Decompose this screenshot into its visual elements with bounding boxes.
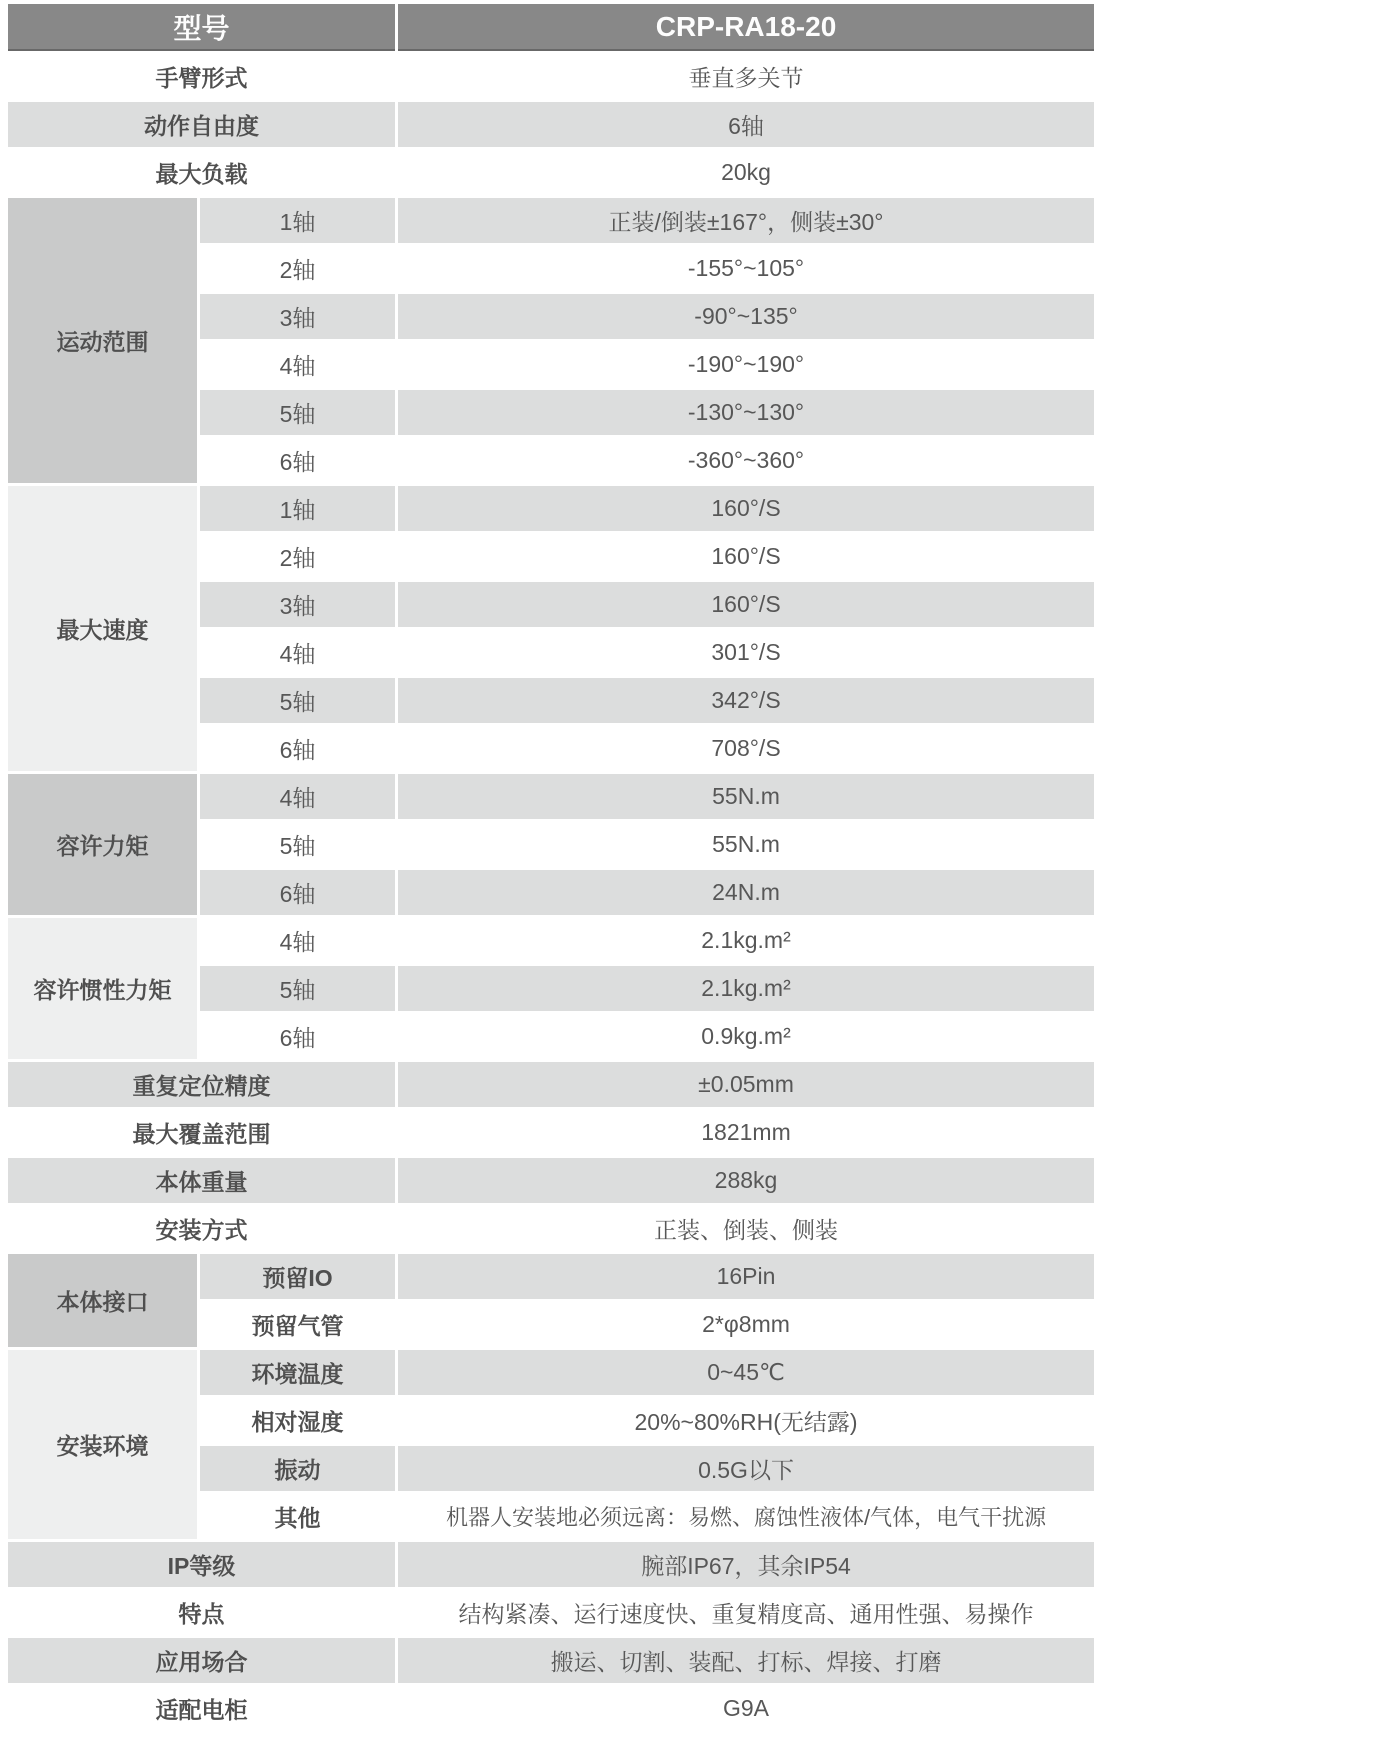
max-speed-axis-4-label: 4轴	[200, 630, 395, 675]
max-speed-axis-3-value: 160°/S	[398, 582, 1094, 627]
env-temperature-value: 0~45℃	[398, 1350, 1094, 1395]
torque-axis-5-value: 55N.m	[398, 822, 1094, 867]
inertia-group-label: 容许惯性力矩	[8, 918, 197, 1059]
inertia-axis-4-value: 2.1kg.m²	[398, 918, 1094, 963]
env-humidity-value: 20%~80%RH(无结露)	[398, 1398, 1094, 1443]
coverage-value: 1821mm	[398, 1110, 1094, 1155]
max-speed-axis-3-label: 3轴	[200, 582, 395, 627]
applications-value: 搬运、切割、装配、打标、焊接、打磨	[398, 1638, 1094, 1683]
ip-rating-label: IP等级	[8, 1542, 395, 1587]
spec-table	[5, 1, 1097, 1734]
payload-label: 最大负载	[8, 150, 395, 195]
payload-value: 20kg	[398, 150, 1094, 195]
env-humidity-label: 相对湿度	[200, 1398, 395, 1443]
reserved-air-label: 预留气管	[200, 1302, 395, 1347]
torque-group-label: 容许力矩	[8, 774, 197, 915]
max-speed-axis-6-label: 6轴	[200, 726, 395, 771]
inertia-axis-5-value: 2.1kg.m²	[398, 966, 1094, 1011]
max-speed-axis-2-value: 160°/S	[398, 534, 1094, 579]
max-speed-axis-1-value: 160°/S	[398, 486, 1094, 531]
features-value: 结构紧凑、运行速度快、重复精度高、通用性强、易操作	[398, 1590, 1094, 1635]
inertia-axis-6-value: 0.9kg.m²	[398, 1014, 1094, 1059]
torque-axis-4-label: 4轴	[200, 774, 395, 819]
motion-range-axis-5-label: 5轴	[200, 390, 395, 435]
table-row	[8, 54, 1094, 99]
table-row	[8, 4, 1094, 51]
table-row	[8, 1062, 1094, 1107]
table-row	[8, 1158, 1094, 1203]
env-vibration-label: 振动	[200, 1446, 395, 1491]
table-row	[8, 1686, 1094, 1731]
torque-axis-6-label: 6轴	[200, 870, 395, 915]
table-row	[8, 150, 1094, 195]
max-speed-axis-6-value: 708°/S	[398, 726, 1094, 771]
max-speed-axis-5-value: 342°/S	[398, 678, 1094, 723]
torque-axis-6-value: 24N.m	[398, 870, 1094, 915]
env-other-value: 机器人安装地必须远离：易燃、腐蚀性液体/气体，电气干扰源	[398, 1494, 1094, 1539]
environment-group-label: 安装环境	[8, 1350, 197, 1539]
motion-range-axis-3-value: -90°~135°	[398, 294, 1094, 339]
table-row	[8, 486, 1094, 531]
max-speed-axis-5-label: 5轴	[200, 678, 395, 723]
torque-axis-5-label: 5轴	[200, 822, 395, 867]
model-header-label: 型号	[8, 4, 395, 51]
inertia-axis-5-label: 5轴	[200, 966, 395, 1011]
table-row	[8, 918, 1094, 963]
interface-group-label: 本体接口	[8, 1254, 197, 1347]
table-row	[8, 774, 1094, 819]
motion-range-axis-6-label: 6轴	[200, 438, 395, 483]
motion-range-axis-3-label: 3轴	[200, 294, 395, 339]
mounting-value: 正装、倒装、侧装	[398, 1206, 1094, 1251]
body-weight-label: 本体重量	[8, 1158, 395, 1203]
max-speed-axis-2-label: 2轴	[200, 534, 395, 579]
table-row	[8, 1110, 1094, 1155]
cabinet-label: 适配电柜	[8, 1686, 395, 1731]
table-row	[8, 1638, 1094, 1683]
motion-range-axis-2-value: -155°~105°	[398, 246, 1094, 291]
motion-range-axis-1-label: 1轴	[200, 198, 395, 243]
ip-rating-value: 腕部IP67，其余IP54	[398, 1542, 1094, 1587]
max-speed-axis-4-value: 301°/S	[398, 630, 1094, 675]
model-header-value: CRP-RA18-20	[398, 4, 1094, 51]
env-temperature-label: 环境温度	[200, 1350, 395, 1395]
arm-form-label: 手臂形式	[8, 54, 395, 99]
table-row	[8, 1350, 1094, 1395]
dof-label: 动作自由度	[8, 102, 395, 147]
mounting-label: 安装方式	[8, 1206, 395, 1251]
motion-range-axis-6-value: -360°~360°	[398, 438, 1094, 483]
arm-form-value: 垂直多关节	[398, 54, 1094, 99]
env-vibration-value: 0.5G以下	[398, 1446, 1094, 1491]
inertia-axis-6-label: 6轴	[200, 1014, 395, 1059]
dof-value: 6轴	[398, 102, 1094, 147]
motion-range-axis-1-value: 正装/倒装±167°，侧装±30°	[398, 198, 1094, 243]
motion-range-axis-5-value: -130°~130°	[398, 390, 1094, 435]
table-row	[8, 1590, 1094, 1635]
coverage-label: 最大覆盖范围	[8, 1110, 395, 1155]
table-row	[8, 1542, 1094, 1587]
features-label: 特点	[8, 1590, 395, 1635]
env-other-label: 其他	[200, 1494, 395, 1539]
table-row	[8, 198, 1094, 243]
motion-range-axis-4-value: -190°~190°	[398, 342, 1094, 387]
max-speed-group-label: 最大速度	[8, 486, 197, 771]
table-row	[8, 102, 1094, 147]
torque-axis-4-value: 55N.m	[398, 774, 1094, 819]
table-row	[8, 1206, 1094, 1251]
table-row	[8, 1254, 1094, 1299]
motion-range-group-label: 运动范围	[8, 198, 197, 483]
repeatability-label: 重复定位精度	[8, 1062, 395, 1107]
motion-range-axis-4-label: 4轴	[200, 342, 395, 387]
max-speed-axis-1-label: 1轴	[200, 486, 395, 531]
body-weight-value: 288kg	[398, 1158, 1094, 1203]
reserved-io-value: 16Pin	[398, 1254, 1094, 1299]
reserved-io-label: 预留IO	[200, 1254, 395, 1299]
applications-label: 应用场合	[8, 1638, 395, 1683]
cabinet-value: G9A	[398, 1686, 1094, 1731]
reserved-air-value: 2*φ8mm	[398, 1302, 1094, 1347]
motion-range-axis-2-label: 2轴	[200, 246, 395, 291]
repeatability-value: ±0.05mm	[398, 1062, 1094, 1107]
inertia-axis-4-label: 4轴	[200, 918, 395, 963]
